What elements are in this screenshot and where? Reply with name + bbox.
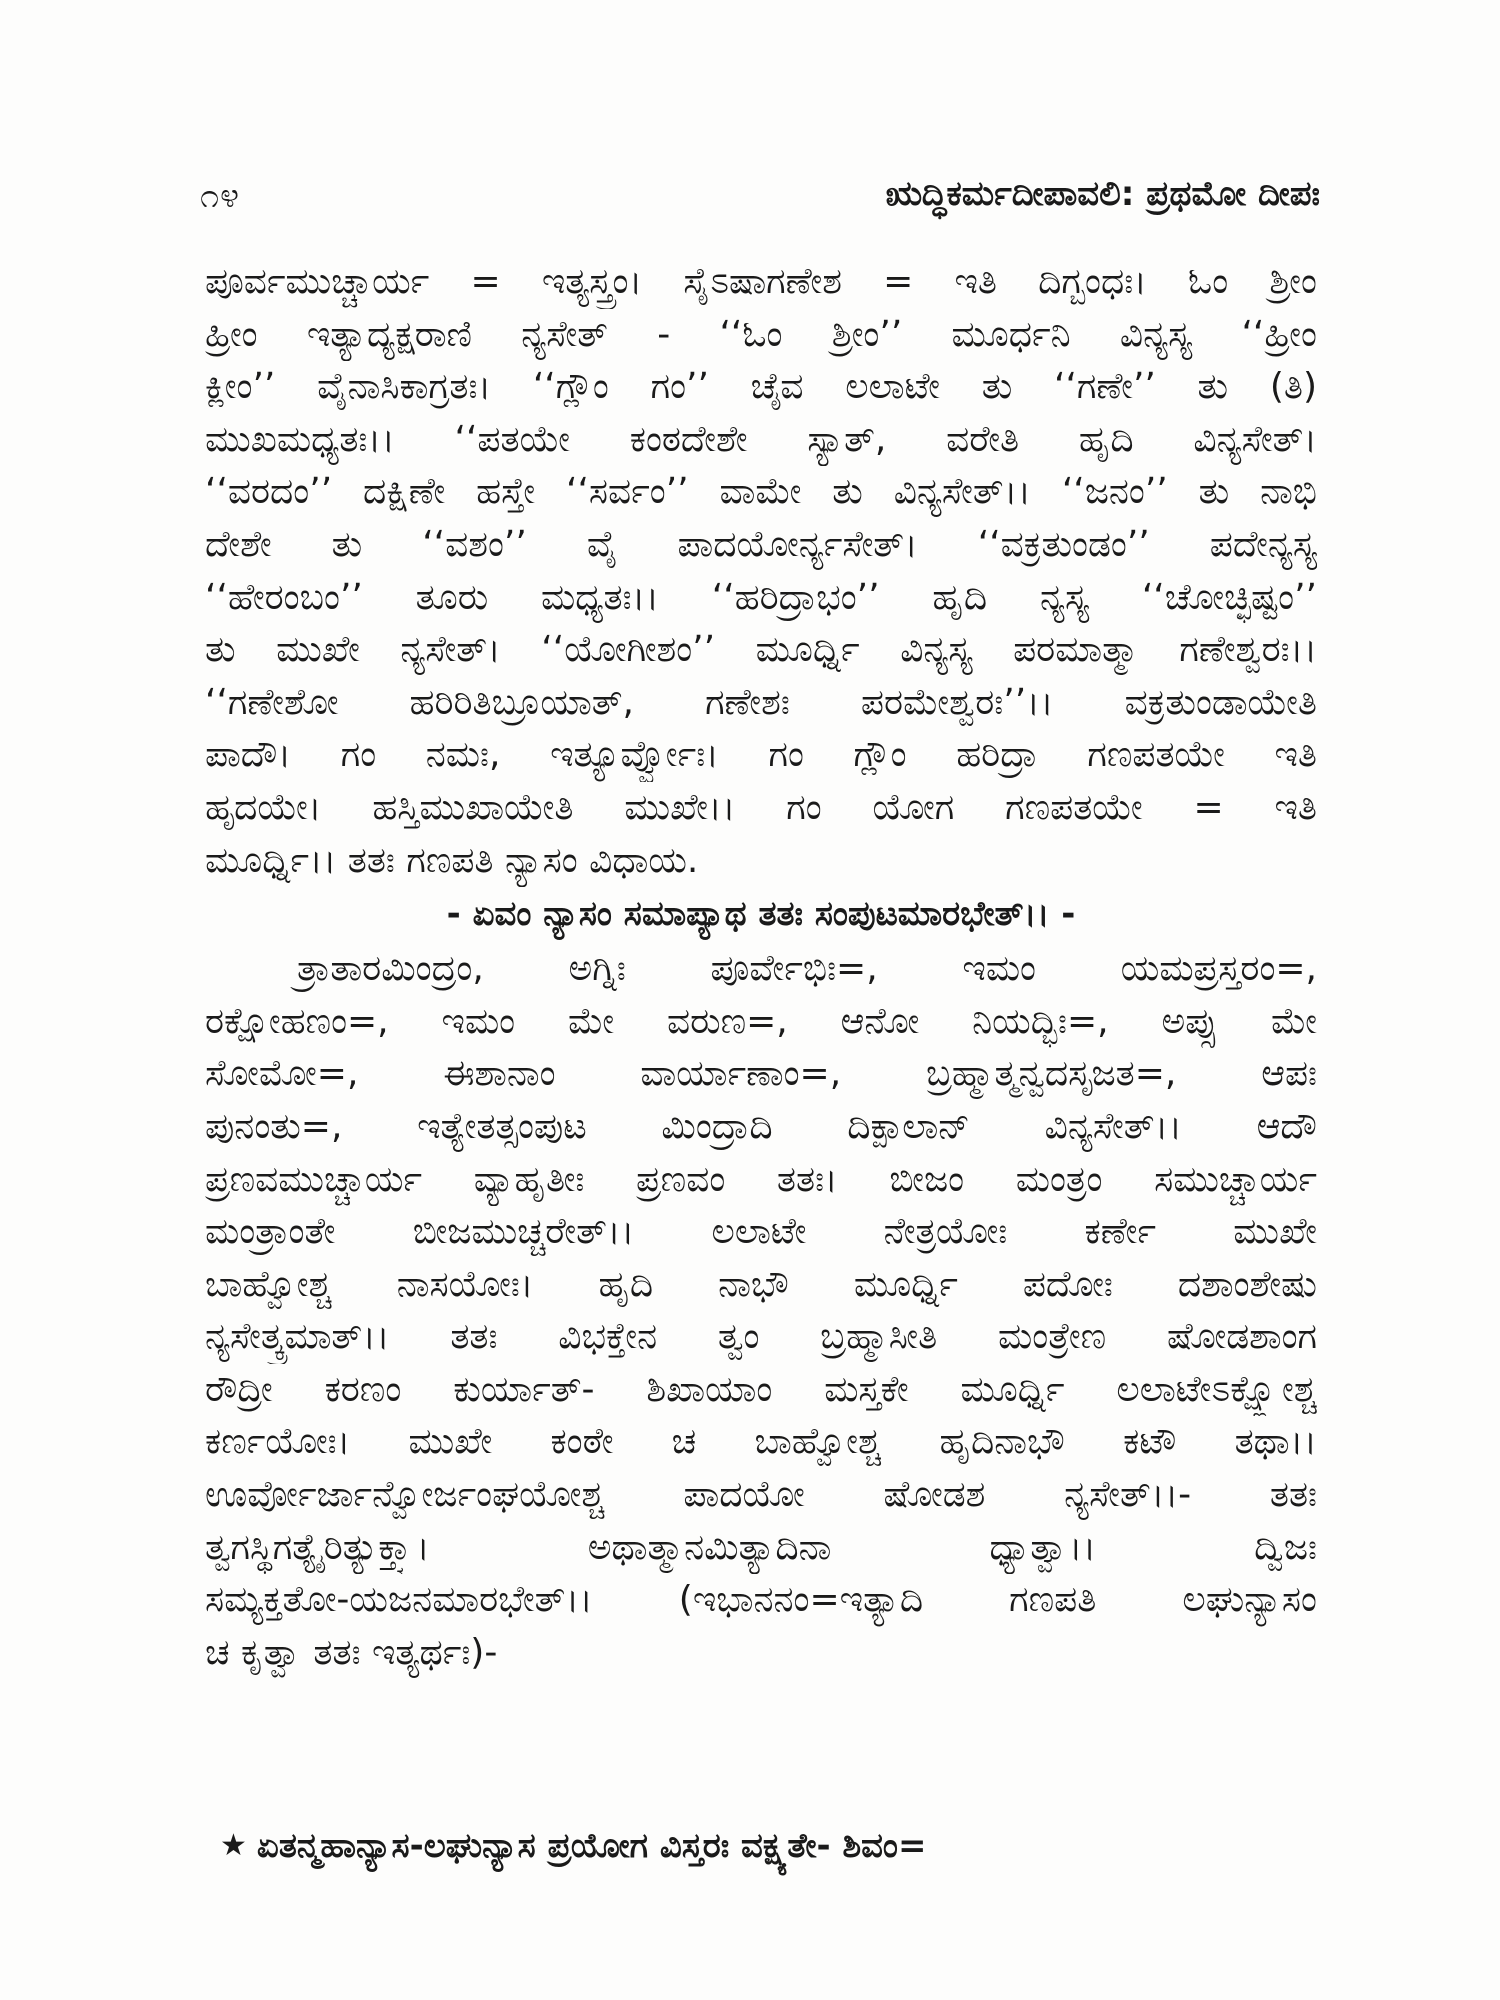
text-line: ಹ್ರೀಂ ಇತ್ಯಾದ್ಯಕ್ಷರಾಣಿ ನ್ಯಸೇತ್ - ‘‘ಓಂ ಶ್ರೀಂ’’ ಮೂರ್ಧನಿ ವಿನ್ಯಸ್ಯ ‘‘ಹ್ರೀಂ	[205, 313, 1317, 355]
text-line: ಕರ್ಣಯೋಃ। ಮುಖೇ ಕಂಠೇ ಚ ಬಾಹ್ವೋಶ್ಚ ಹೃದಿನಾಭೌ ಕಟೌ ತಥಾ।।	[205, 1421, 1317, 1463]
paragraph-nyasa	[205, 256, 1317, 887]
page-header	[200, 168, 1320, 228]
text-line: ಪಾದೌ। ಗಂ ನಮಃ, ಇತ್ಯೂರ್ವ್ವೋಃ। ಗಂ ಗ್ಲೌಂ ಹರಿದ್ರಾ ಗಣಪತಯೇ ಇತಿ	[205, 734, 1317, 776]
text-line: ರೌದ್ರೀ ಕರಣಂ ಕುರ್ಯಾತ್- ಶಿಖಾಯಾಂ ಮಸ್ತಕೇ ಮೂರ್ಧ್ನಿ ಲಲಾಟೇಽಕ್ಷ್ಣೋಶ್ಚ	[205, 1368, 1317, 1410]
text-line: ಚ ಕೃತ್ವಾ ತತಃ ಇತ್ಯರ್ಥಃ)-	[205, 1631, 498, 1673]
text-line: ಮುಖಮಧ್ಯತಃ।। ‘‘ಪತಯೇ ಕಂಠದೇಶೇ ಸ್ಯಾತ್, ವರೇತಿ ಹೃದಿ ವಿನ್ಯಸೇತ್।	[205, 418, 1317, 460]
text-line: ತ್ರಾತಾರಮಿಂದ್ರಂ, ಅಗ್ನಿಃ ಪೂರ್ವೇಭಿಃ=, ಇಮಂ ಯಮಪ್ರಸ್ತರಂ=,	[297, 948, 1317, 990]
text-line: ಸೋಮೋ=, ಈಶಾನಾಂ ವಾರ್ಯಾಣಾಂ=, ಬ್ರಹ್ಮಾತ್ಮನ್ವದಸೃಜತ=, ಆಪಃ	[205, 1053, 1317, 1095]
text-line: ತ್ವಗಸ್ಥಿಗತ್ಯೈರಿತ್ಯುಕ್ತ್ವಾ। ಅಥಾತ್ಮಾನಮಿತ್ಯಾದಿನಾ ಧ್ಯಾತ್ವಾ।। ದ್ವಿಜಃ	[205, 1526, 1317, 1568]
page-number: ೧೪	[200, 176, 241, 216]
paragraph-samputa	[205, 943, 1317, 1679]
text-line: ಕ್ಲೀಂ’’ ವೈನಾಸಿಕಾಗ್ರತಃ। ‘‘ಗ್ಲೌಂ ಗಂ’’ ಚೈವ ಲಲಾಟೇ ತು ‘‘ಗಣೇ’’ ತು (ತಿ)	[205, 366, 1317, 408]
text-line: ರಕ್ಷೋಹಣಂ=, ಇಮಂ ಮೇ ವರುಣ=, ಆನೋ ನಿಯದ್ಭಿಃ=, ಅಪ್ಸು ಮೇ	[205, 1000, 1317, 1042]
footer-note-text: ಏತನ್ಮಹಾನ್ಯಾಸ-ಲಘುನ್ಯಾಸ ಪ್ರಯೋಗ ವಿಸ್ತರಃ ವಕ್ಷ್ಯತೇ- ಶಿವಂ=	[256, 1826, 927, 1866]
text-line: ಬಾಹ್ವೋಶ್ಚ ನಾಸಯೋಃ। ಹೃದಿ ನಾಭೌ ಮೂರ್ಧ್ನಿ ಪದೋಃ ದಶಾಂಶೇಷು	[205, 1263, 1317, 1305]
text-line: ಮೂರ್ಧ್ನಿ।। ತತಃ ಗಣಪತಿ ನ್ಯಾಸಂ ವಿಧಾಯ.	[205, 839, 699, 881]
text-line: ಮಂತ್ರಾಂತೇ ಬೀಜಮುಚ್ಚರೇತ್।। ಲಲಾಟೇ ನೇತ್ರಯೋಃ ಕರ್ಣೇ ಮುಖೇ	[205, 1211, 1317, 1253]
text-line: ಪ್ರಣವಮುಚ್ಚಾರ್ಯ ವ್ಯಾಹೃತೀಃ ಪ್ರಣವಂ ತತಃ। ಬೀಜಂ ಮಂತ್ರಂ ಸಮುಚ್ಚಾರ್ಯ	[205, 1158, 1317, 1200]
page-body	[205, 256, 1317, 1679]
text-line: ‘‘ಗಣೇಶೋ ಹರಿರಿತಿಬ್ರೂಯಾತ್, ಗಣೇಶಃ ಪರಮೇಶ್ವರಃ’’।। ವಕ್ರತುಂಡಾಯೇತಿ	[205, 681, 1317, 723]
text-line: ತು ಮುಖೇ ನ್ಯಸೇತ್। ‘‘ಯೋಗೀಶಂ’’ ಮೂರ್ಧ್ನಿ ವಿನ್ಯಸ್ಯ ಪರಮಾತ್ಮಾ ಗಣೇಶ್ವರಃ।।	[205, 629, 1317, 671]
text-line: ಊರ್ವೋರ್ಜಾನ್ವೋರ್ಜಂಘಯೋಶ್ಚ ಪಾದಯೋ ಷೋಡಶ ನ್ಯಸೇತ್।।- ತತಃ	[205, 1474, 1317, 1516]
text-line: ಸಮ್ಯಕ್ತತೋ-ಯಜನಮಾರಭೇತ್।। (ಇಭಾನನಂ=ಇತ್ಯಾದಿ ಗಣಪತಿ ಲಘುನ್ಯಾಸಂ	[205, 1579, 1317, 1621]
text-line: ಪುನಂತು=, ಇತ್ಯೇತತ್ಸಂಪುಟ ಮಿಂದ್ರಾದಿ ದಿಕ್ಪಾಲಾನ್ ವಿನ್ಯಸೇತ್।। ಆದೌ	[205, 1105, 1317, 1147]
text-line: ನ್ಯಸೇತ್ಕ್ರಮಾತ್।। ತತಃ ವಿಭಕ್ತೇನ ತ್ವಂ ಬ್ರಹ್ಮಾಸೀತಿ ಮಂತ್ರೇಣ ಷೋಡಶಾಂಗ	[205, 1316, 1317, 1358]
text-line: ಹೃದಯೇ। ಹಸ್ತಿಮುಖಾಯೇತಿ ಮುಖೇ।। ಗಂ ಯೋಗ ಗಣಪತಯೇ = ಇತಿ	[205, 786, 1317, 828]
star-icon: ★	[220, 1828, 247, 1863]
text-line: ‘‘ಹೇರಂಬಂ’’ ತೂರು ಮಧ್ಯತಃ।। ‘‘ಹರಿದ್ರಾಭಂ’’ ಹೃದಿ ನ್ಯಸ್ಯ ‘‘ಚೋಚ್ಛಿಷ್ಟಂ’’	[205, 576, 1317, 618]
running-title: ಋದ್ಧಿಕರ್ಮದೀಪಾವಲಿ: ಪ್ರಥಮೋ ದೀಪಃ	[885, 174, 1320, 214]
text-line: ದೇಶೇ ತು ‘‘ವಶಂ’’ ವೈ ಪಾದಯೋರ್ನ್ಯಸೇತ್। ‘‘ವಕ್ರತುಂಡಂ’’ ಪದೇನ್ಯಸ್ಯ	[205, 523, 1317, 565]
text-line: ಪೂರ್ವಮುಚ್ಚಾರ್ಯ = ಇತ್ಯಸ್ತ್ರಂ। ಸೈಽಷಾಗಣೇಶ = ಇತಿ ದಿಗ್ಬಂಧಃ। ಓಂ ಶ್ರೀಂ	[205, 261, 1317, 302]
text-line: ‘‘ವರದಂ’’ ದಕ್ಷಿಣೇ ಹಸ್ತೇ ‘‘ಸರ್ವಂ’’ ವಾಮೇ ತು ವಿನ್ಯಸೇತ್।। ‘‘ಜನಂ’’ ತು ನಾಭಿ	[205, 471, 1317, 513]
section-heading: - ಏವಂ ನ್ಯಾಸಂ ಸಮಾಪ್ಯಾಥ ತತಃ ಸಂಪುಟಮಾರಭೇತ್।। -	[446, 894, 1076, 935]
footer-note	[220, 1826, 1320, 1866]
